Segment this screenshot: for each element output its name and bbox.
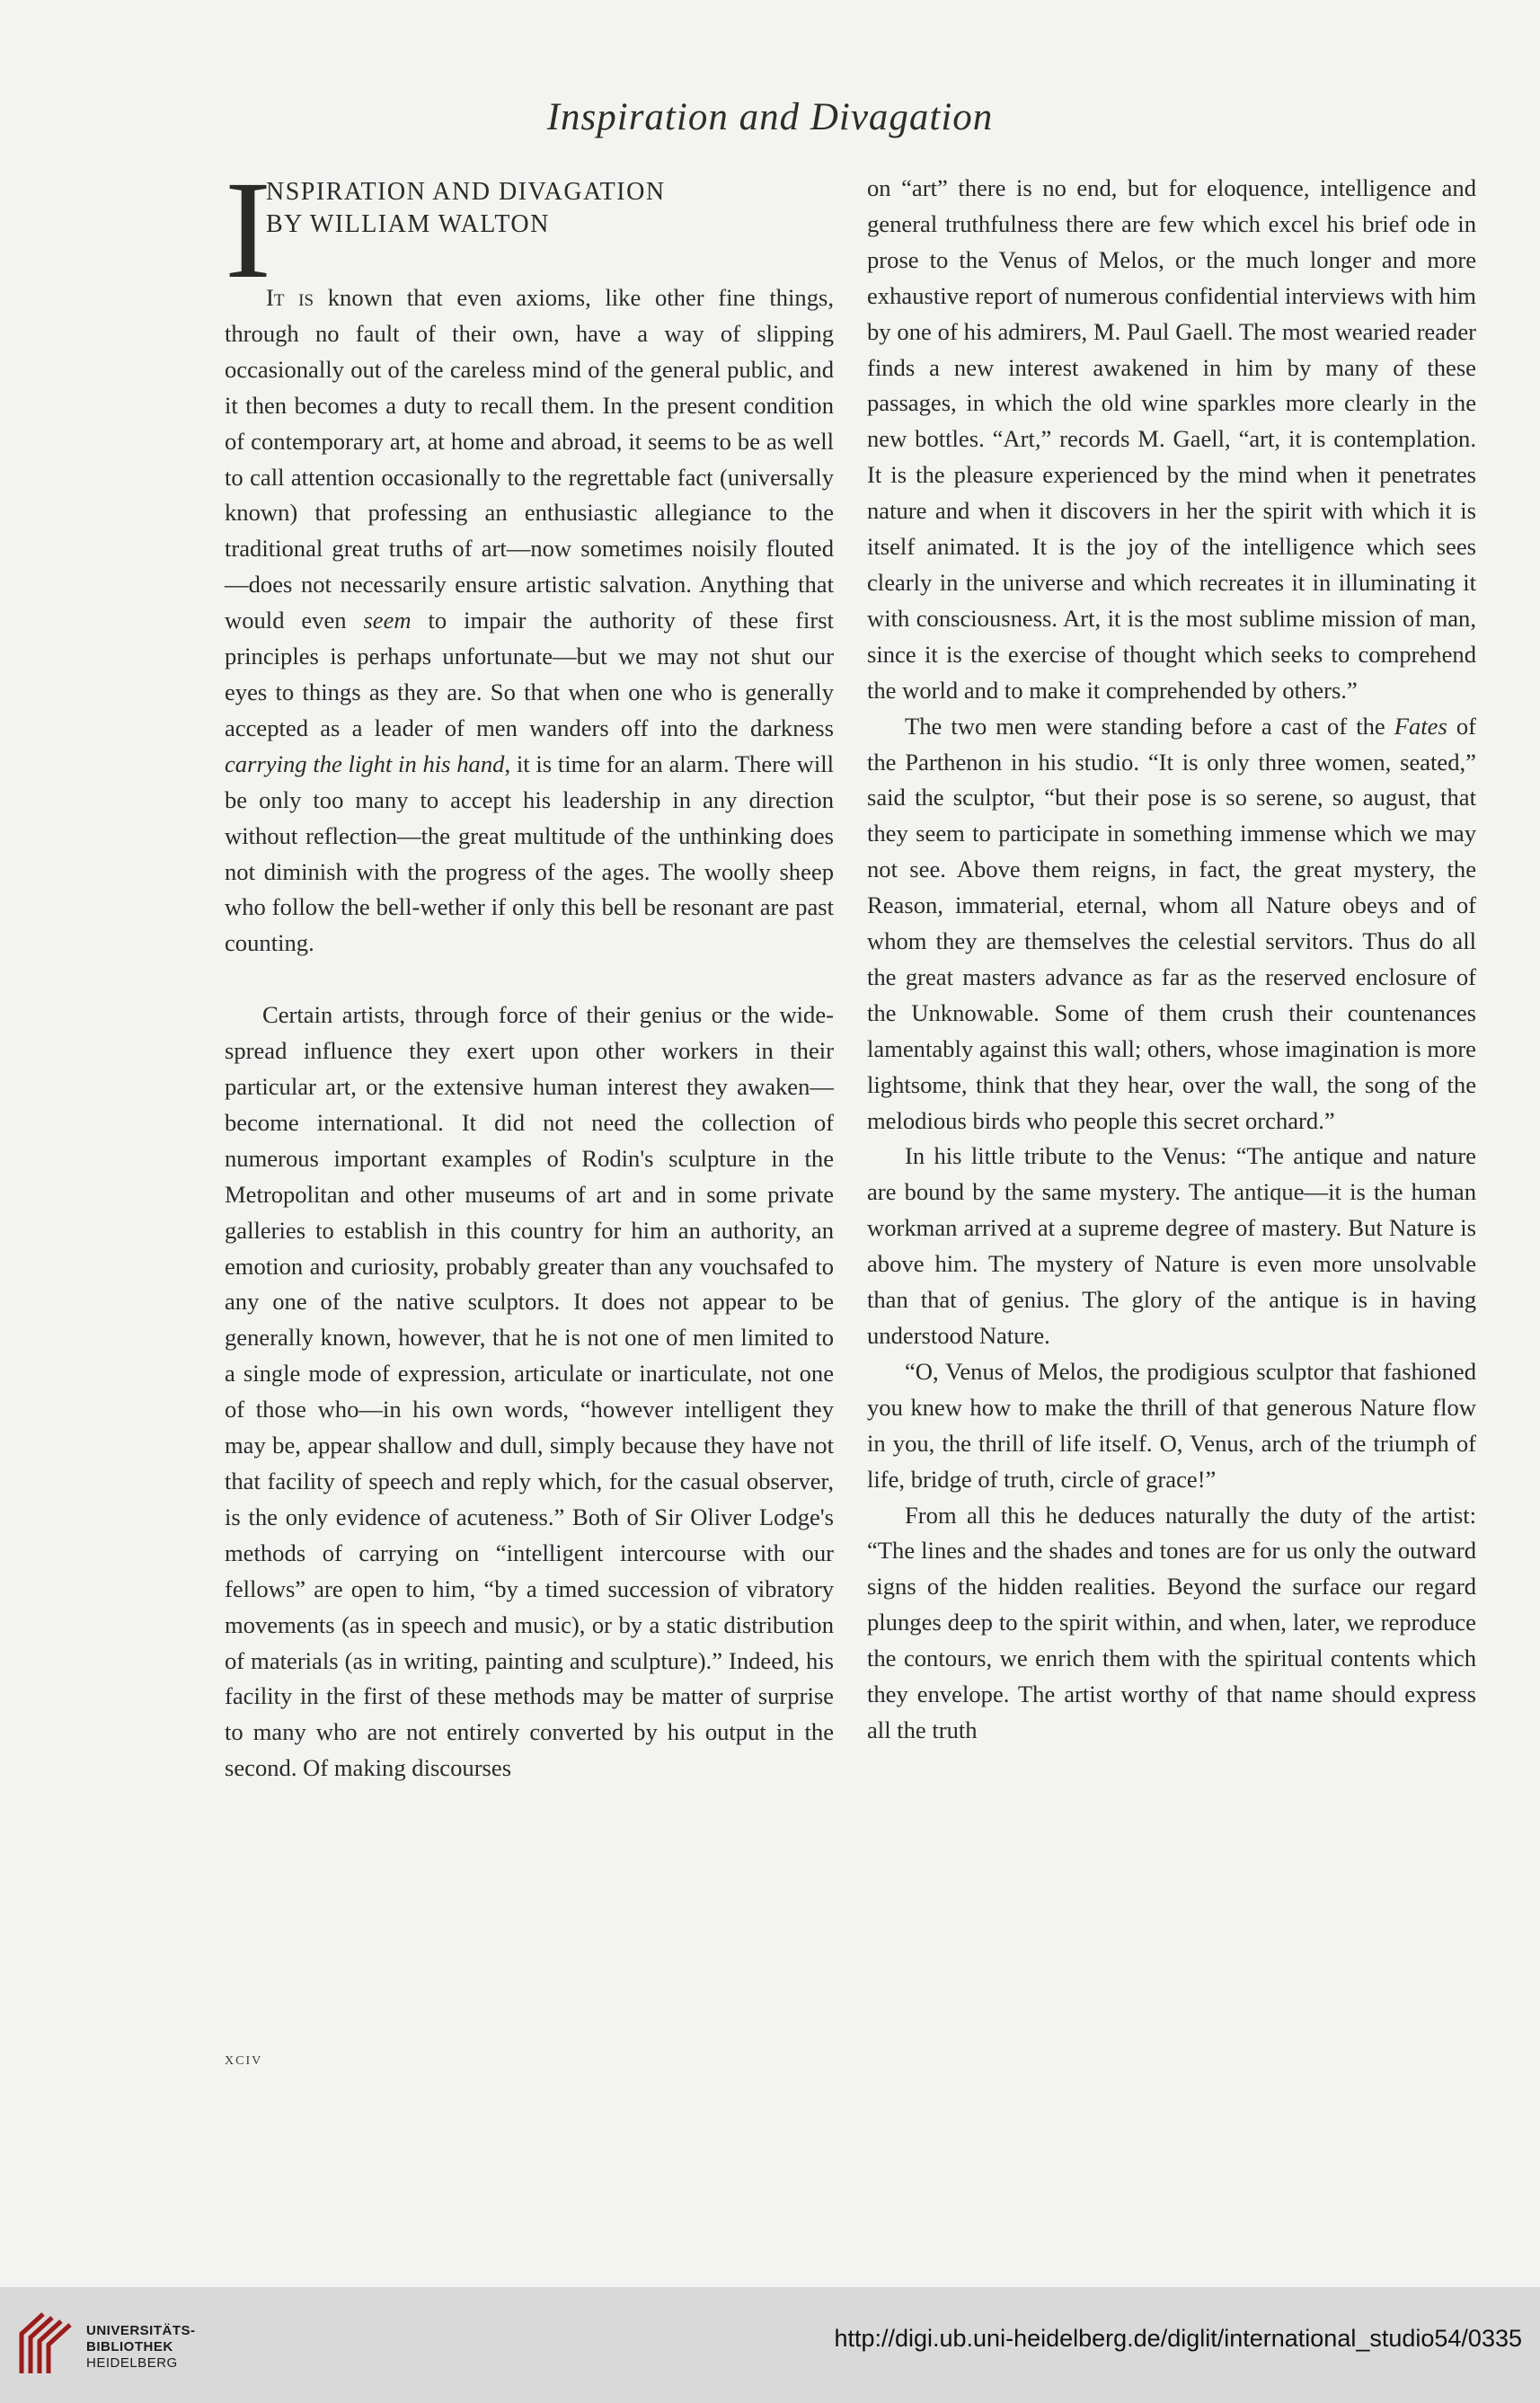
- running-head: Inspiration and Divagation: [546, 96, 994, 138]
- body-paragraph: “O, Venus of Melos, the prodigious sculptor that fashioned you knew how to make the thrill of that generous Nature flow in you, the thrill of life itself. O, Venus, arch of the triumph of life, bridge of truth, circle of grace!”: [867, 1357, 1476, 1493]
- right-column: [867, 171, 1476, 1749]
- digitization-footer: [0, 2287, 1540, 2403]
- drop-cap: I: [225, 152, 271, 307]
- section-gap: [225, 962, 834, 998]
- article-title: NSPIRATION AND DIVAGATION: [266, 178, 666, 206]
- body-paragraph: Certain artists, through force of their genius or the wide-spread influence they exert upon other workers in their particular art, or the extensive human interest they awaken—become international. It did not need the collection of numerous important examples of Rodin's sculpture in the Metropolitan and other museums of art and in some private galleries to establish in this country for him an authority, an emotion and curiosity, probably greater than any vouchsafed to any one of the native sculptors. It does not appear to be generally known, however, that he is not one of men limited to a single mode of expression, articulate or inarticulate, not one of those who—in his own words, “however intelligent they may be, appear shallow and dull, simply because they have not that facility of speech and reply which, for the casual observer, is the only evidence of acuteness.” Both of Sir Oliver Lodge's methods of carrying on “intelligent intercourse with our fellows” are open to him, “by a timed succession of vibratory movements (as in speech and music), or by a static distribution of materials (as in writing, painting and sculpture).” Indeed, his facility in the first of these methods may be matter of surprise to many who are not entirely converted by his output in the second. Of making discourses: [225, 1001, 834, 1782]
- article-title-block: [225, 152, 834, 315]
- article-byline: BY WILLIAM WALTON: [266, 210, 550, 238]
- left-column: [225, 152, 835, 1787]
- body-paragraph: In his little tribute to the Venus: “The antique and nature are bound by the same mystery. The antique—it is the human workman arrived at a supreme degree of mastery. But Nature is above him. The mystery of Nature is even more unsolvable than that of genius. The glory of the antique is in having understood Nature.: [867, 1142, 1476, 1349]
- page-number: xciv: [225, 2049, 263, 2069]
- library-logo-icon: [16, 2307, 77, 2379]
- body-paragraph: From all this he deduces naturally the duty of the artist: “The lines and the shades and tones are for us only the outward signs of the hidden realities. Beyond the surface our regard plunges deep to the spirit within, and when, later, we reproduce the contours, we enrich them with the spiritual contents which they envelope. The artist worthy of that name should express all the truth: [867, 1501, 1476, 1743]
- body-paragraph: on “art” there is no end, but for eloquence, intelligence and general truthfulness there are few which excel his brief ode in prose to the Venus of Melos, or the much longer and more exhaustive report of numerous confidential interviews with him by one of his admirers, M. Paul Gaell. The most wearied reader finds a new interest awakened in him by many of these passages, in which the old wine sparkles more clearly in the new bottles. “Art,” records M. Gaell, “art, it is contemplation. It is the pleasure experienced by the mind when it penetrates nature and when it discovers in her the spirit with which it is itself animated. It is the joy of the intelligence which sees clearly in the universe and which recreates it in illuminating it with consciousness. Art, it is the most sublime mission of man, since it is the exercise of thought which seeks to comprehend the world and to make it comprehended by others.”: [867, 174, 1476, 704]
- body-paragraph: The two men were standing before a cast of the Fates of the Parthenon in his studio. “It is only three women, seated,” said the sculptor, “but their pose is so serene, so august, that they seem to participate in something immense which we may not see. Above them reigns, in fact, the great mystery, the Reason, immaterial, eternal, whom all Nature obeys and of whom they are themselves the celestial servitors. Thus do all the great masters advance as far as the reserved enclosure of the Unknowable. Some of them crush their countenances lamentably against this wall; others, whose imagination is more lightsome, think that they hear, over the wall, the song of the melodious birds who people this secret orchard.”: [867, 712, 1476, 1134]
- source-url-link[interactable]: http://digi.ub.uni-heidelberg.de/diglit/international_studio54/0335: [834, 2325, 1522, 2352]
- library-name: UNIVERSITÄTS- BIBLIOTHEK HEIDELBERG: [86, 2323, 196, 2371]
- lead-paragraph: It is known that even axioms, like other fine things, through no fault of their own, have a way of slipping occasionally out of the careless mind of the general public, and it then becomes a duty to recall them. In the present condition of contemporary art, at home and abroad, it seems to be as well to call attention occasionally to the regrettable fact (universally known) that professing an enthusiastic allegiance to the traditional great truths of art—now sometimes noisily flouted—does not necessarily ensure artistic salvation. Anything that would even seem to impair the authority of these first principles is perhaps unfortunate—but we may not shut our eyes to things as they are. So that when one who is generally accepted as a leader of men wanders off into the darkness carrying the light in his hand, it is time for an alarm. There will be only too many to accept his leadership in any direction without reflection—the great multitude of the unthinking does not diminish with the progress of the ages. The woolly sheep who follow the bell-wether if only this bell be resonant are past counting.: [225, 284, 835, 957]
